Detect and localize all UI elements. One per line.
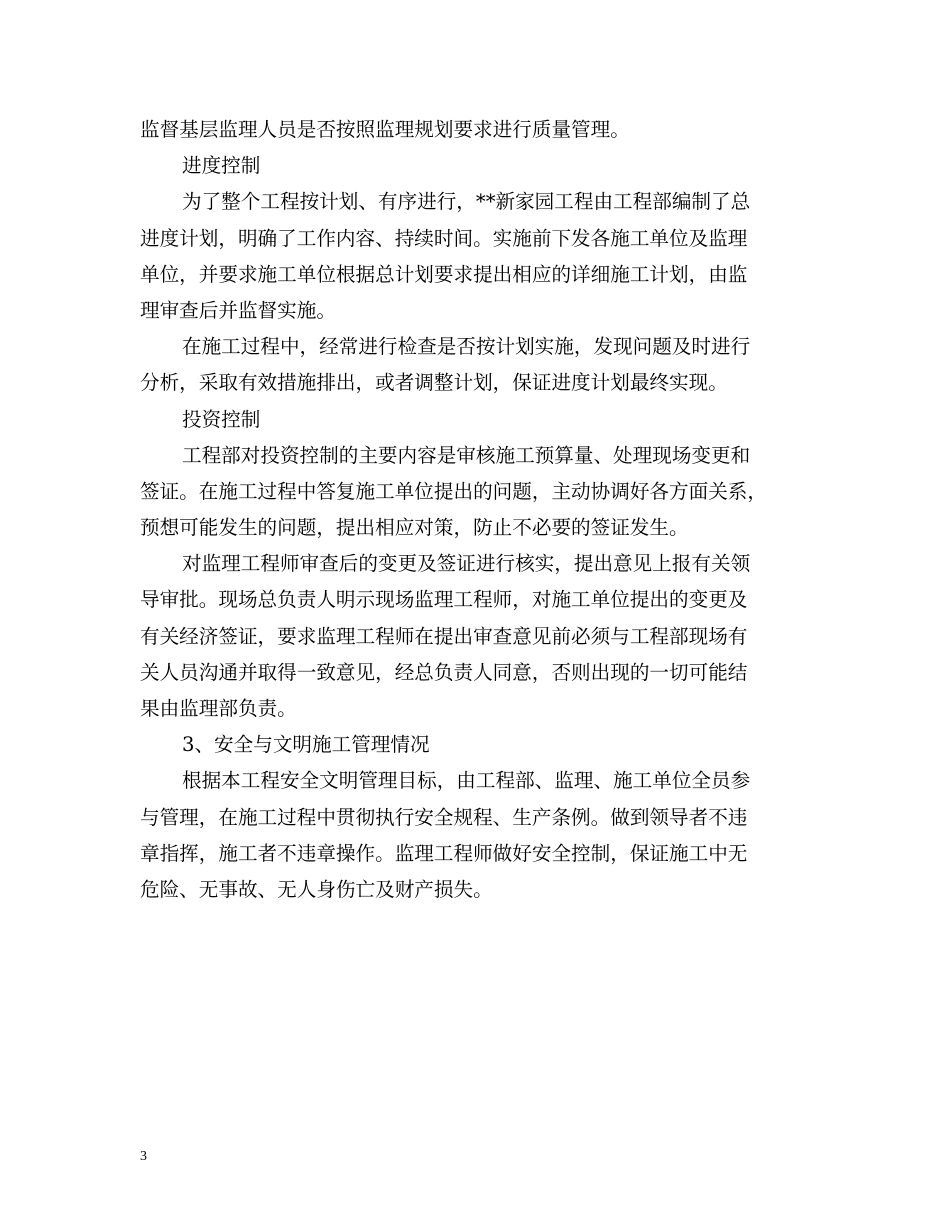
text-line: 有关经济签证，要求监理工程师在提出审查意见前必须与工程部现场有 xyxy=(140,624,748,648)
text-line: 预想可能发生的问题，提出相应对策，防止不必要的签证发生。 xyxy=(140,516,689,540)
text-line: 理审查后并监督实施。 xyxy=(140,298,336,322)
text-line: 章指挥，施工者不违章操作。监理工程师做好安全控制，保证施工中无 xyxy=(140,841,748,865)
section-heading-progress-control: 进度控制 xyxy=(182,154,261,178)
text-line: 为了整个工程按计划、有序进行，**新家园工程由工程部编制了总 xyxy=(182,190,751,214)
text-line: 分析，采取有效措施排出，或者调整计划，保证进度计划最终实现。 xyxy=(140,371,728,395)
text-line: 对监理工程师审查后的变更及签证进行核实，提出意见上报有关领 xyxy=(182,552,751,576)
text-line: 在施工过程中，经常进行检查是否按计划实施，发现问题及时进行 xyxy=(182,335,751,359)
text-line: 根据本工程安全文明管理目标，由工程部、监理、施工单位全员参 xyxy=(182,769,751,793)
text-line: 进度计划，明确了工作内容、持续时间。实施前下发各施工单位及监理 xyxy=(140,226,748,250)
page-number: 3 xyxy=(140,1149,147,1164)
text-line: 监督基层监理人员是否按照监理规划要求进行质量管理。 xyxy=(140,118,630,141)
section-heading-safety-management: 3、安全与文明施工管理情况 xyxy=(182,733,430,757)
text-line: 果由监理部负责。 xyxy=(140,697,297,720)
text-line: 签证。在施工过程中答复施工单位提出的问题，主动协调好各方面关系， xyxy=(140,479,767,503)
text-line: 工程部对投资控制的主要内容是审核施工预算量、处理现场变更和 xyxy=(182,443,751,467)
text-line: 关人员沟通并取得一致意见，经总负责人同意，否则出现的一切可能结 xyxy=(140,660,748,684)
text-line: 导审批。现场总负责人明示现场监理工程师，对施工单位提出的变更及 xyxy=(140,588,748,612)
text-line: 危险、无事故、无人身伤亡及财产损失。 xyxy=(140,877,493,901)
text-line: 与管理，在施工过程中贯彻执行安全规程、生产条例。做到领导者不违 xyxy=(140,805,748,829)
section-heading-investment-control: 投资控制 xyxy=(182,407,261,431)
document-body xyxy=(140,112,816,908)
text-line: 单位，并要求施工单位根据总计划要求提出相应的详细施工计划，由监 xyxy=(140,262,748,286)
